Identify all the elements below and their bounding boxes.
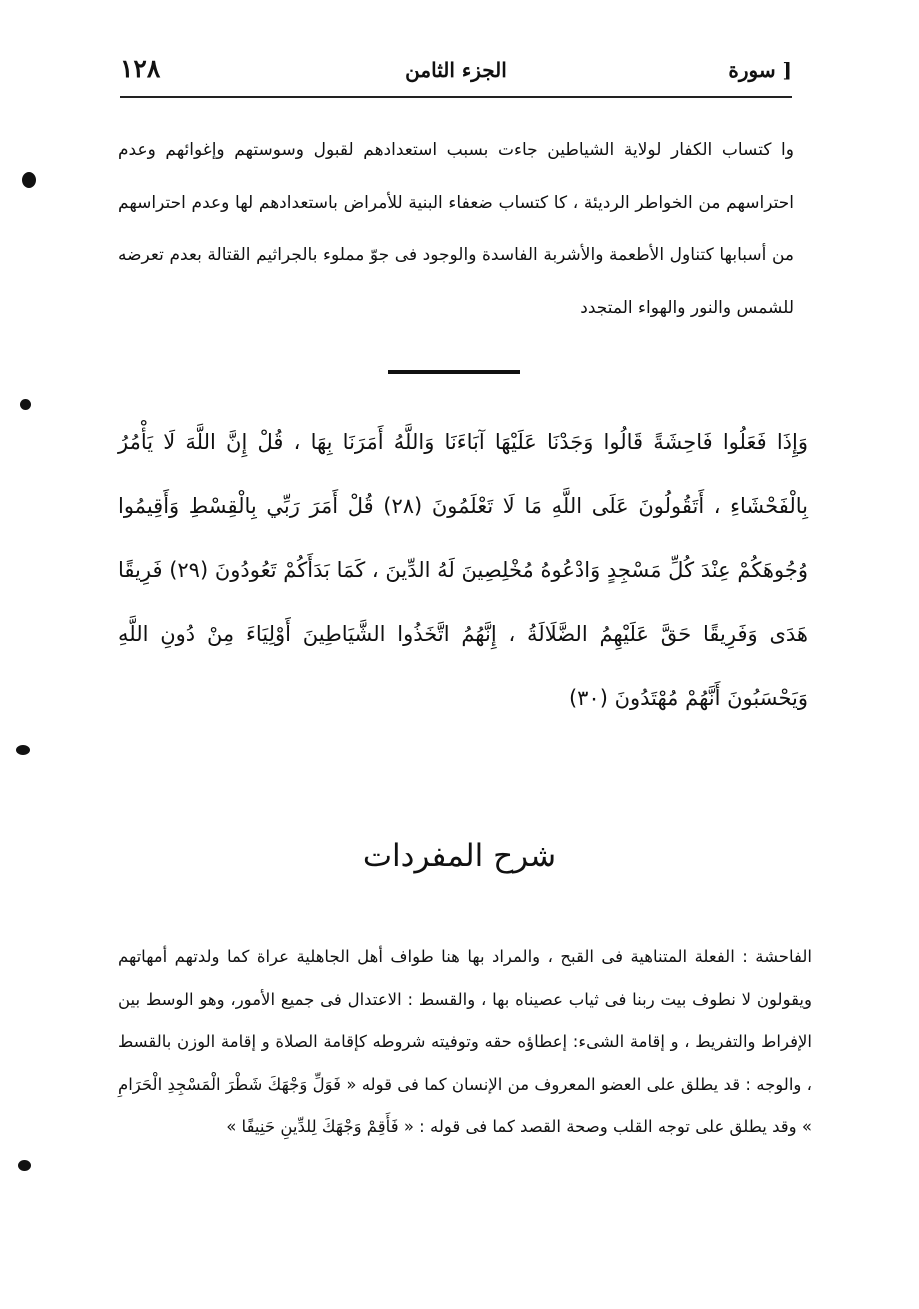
binding-hole-mark <box>18 1160 31 1171</box>
commentary-paragraph: وا كتساب الكفار لولاية الشياطين جاءت بسبب استعدادهم لقبول وسوستهم وإغوائهم وعدم احتراسهم من الخواطر الرديئة ، كا كتساب ضعفاء البنية للأمراض باستعدادهم لها وعدم احتراسهم من أسبابها كتناول الأطعمة والأشربة الفاسدة والوجود فى جوّ مملوء بالجراثيم القتالة بعدم تعرضه للشمس والنور والهواء المتجدد <box>118 140 794 318</box>
binding-hole-mark <box>20 399 31 410</box>
binding-hole-mark <box>22 172 36 188</box>
binding-hole-mark <box>16 745 30 755</box>
glossary-paragraph: الفاحشة : الفعلة المتناهية فى القبح ، والمراد بها هنا طواف أهل الجاهلية عراة كما ولدتهم أمهاتهم ويقولون لا نطوف بيت ربنا فى ثياب عصيناه بها ، والقسط : الاعتدال فى جميع الأمور، وهو الوسط بين الإفراط والتفريط ، و إقامة الشىء: إعطاؤه حقه وتوفيته شروطه كإقامة الصلاة و إقامة الوزن بالقسط ، والوجه : قد يطلق على العضو المعروف من الإنسان كما فى قوله « فَوَلِّ وَجْهَكَ شَطْرَ الْمَسْجِدِ الْحَرَامِ » وقد يطلق على توجه القلب وصحة القصد كما فى قوله : « فَأَقِمْ وَجْهَكَ لِلدِّينِ حَنِيفًا » <box>118 947 812 1136</box>
part-title: الجزء الثامن <box>405 58 507 82</box>
section-divider <box>388 370 520 374</box>
page-header <box>120 52 792 98</box>
page-number: ١٢٨ <box>120 54 161 83</box>
surah-label: [ سورة <box>728 58 792 82</box>
quran-verses: وَإِذَا فَعَلُوا فَاحِشَةً قَالُوا وَجَدْنَا عَلَيْهَا آبَاءَنَا وَاللَّهُ أَمَرَنَا بِهَا ، قُلْ إِنَّ اللَّهَ لَا يَأْمُرُ بِالْفَحْشَاءِ ، أَتَقُولُونَ عَلَى اللَّهِ مَا لَا تَعْلَمُونَ (٢٨) قُلْ أَمَرَ رَبِّي بِالْقِسْطِ وَأَقِيمُوا وُجُوهَكُمْ عِنْدَ كُلِّ مَسْجِدٍ وَادْعُوهُ مُخْلِصِينَ لَهُ الدِّينَ ، كَمَا بَدَأَكُمْ تَعُودُونَ (٢٩) فَرِيقًا هَدَى وَفَرِيقًا حَقَّ عَلَيْهِمُ الضَّلَالَةُ ، إِنَّهُمُ اتَّخَذُوا الشَّيَاطِينَ أَوْلِيَاءَ مِنْ دُونِ اللَّهِ وَيَحْسَبُونَ أَنَّهُمْ مُهْتَدُونَ (٣٠) <box>118 430 808 710</box>
section-heading: شرح المفردات <box>362 838 557 874</box>
